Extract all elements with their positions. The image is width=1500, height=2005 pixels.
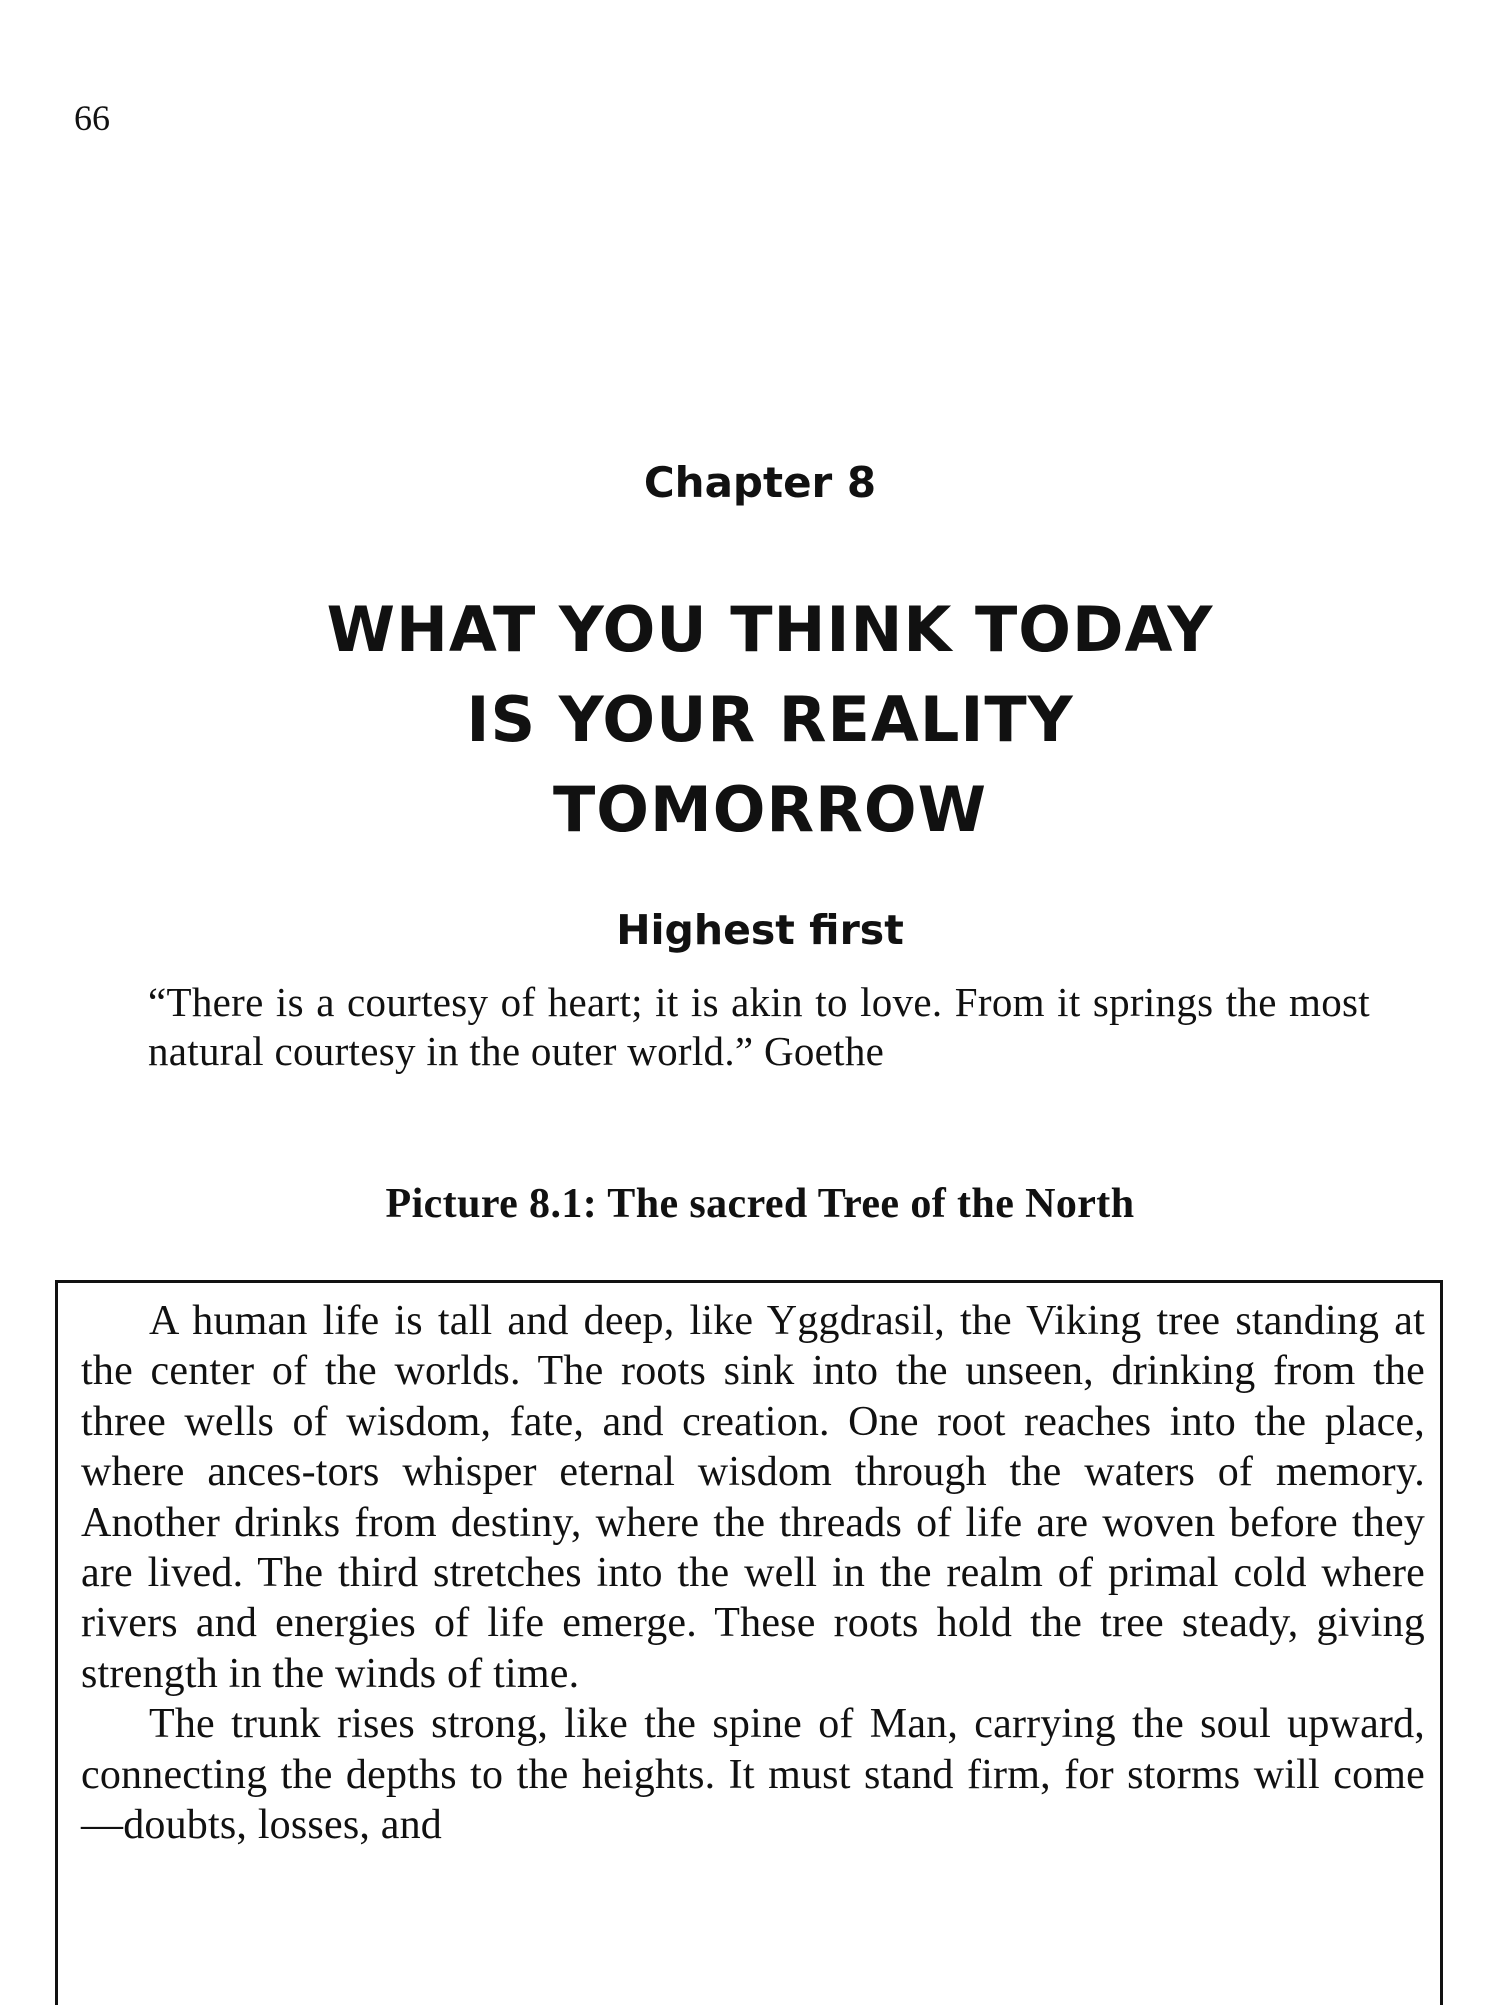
epigraph-quote: “There is a courtesy of heart; it is akin to love. From it springs the most natural courtesy in the outer world.” Goethe (148, 979, 1370, 1074)
picture-paragraph: A human life is tall and deep, like Yggdrasil, the Viking tree standing at the center of the worlds. The roots sink into the unseen, drinking from the three wells of wisdom, fate, and creation. One root reaches into the place, where ances-tors whisper eternal wisdom through the waters of memory. Another drinks from destiny, where the threads of life are woven before they are lived. The third stretches into the well in the realm of primal cold where rivers and energies of life emerge. These roots hold the tree steady, giving strength in the winds of time. (81, 1298, 1425, 1697)
chapter-title (95, 585, 1445, 855)
picture-text-box (55, 1280, 1443, 2005)
chapter-title-line: IS YOUR REALITY (466, 683, 1074, 756)
section-heading: Highest first (616, 906, 904, 954)
picture-paragraph: The trunk rises strong, like the spine of Man, carrying the soul upward, connecting the depths to the heights. It must stand firm, for storms will come—doubts, losses, and (81, 1701, 1425, 1849)
picture-caption: Picture 8.1: The sacred Tree of the North (385, 1181, 1135, 1227)
chapter-title-line: TOMORROW (553, 773, 987, 846)
chapter-label: Chapter 8 (643, 458, 877, 507)
page-number: 66 (74, 98, 110, 138)
chapter-title-line: WHAT YOU THINK TODAY (326, 593, 1214, 666)
